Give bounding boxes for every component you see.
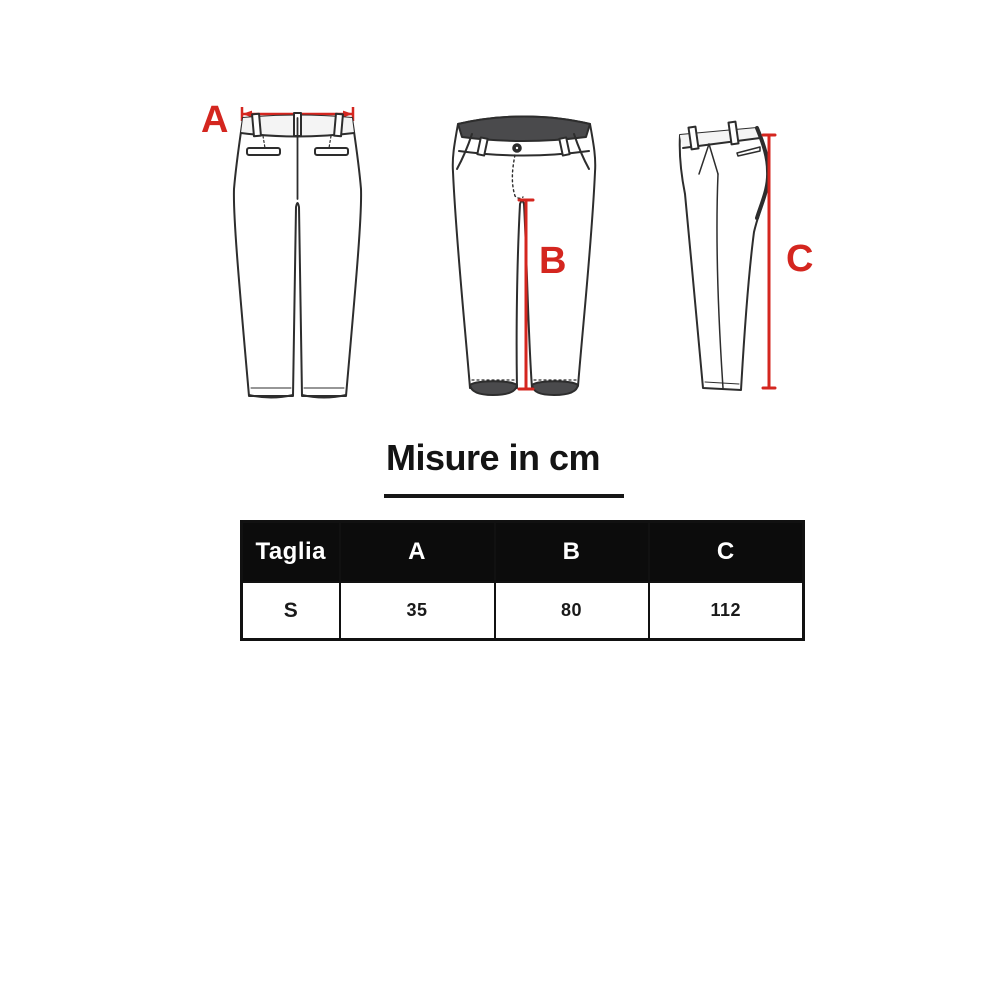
- back-pocket: [315, 148, 348, 155]
- measurement-label-c: C: [786, 238, 814, 280]
- measurement-label-a: A: [201, 99, 229, 141]
- size-chart-title: Misure in cm: [385, 437, 601, 478]
- hem-opening: [532, 381, 578, 395]
- belt-loop: [334, 114, 343, 137]
- size-table: [240, 520, 805, 641]
- hem-opening: [470, 381, 517, 395]
- measure-c-value: 112: [649, 582, 804, 640]
- waistband-inner: [458, 117, 590, 142]
- size-value: S: [242, 582, 340, 640]
- header-measure-a: A: [340, 522, 495, 583]
- header-measure-c: C: [649, 522, 804, 583]
- belt-loop: [252, 114, 261, 137]
- pants-front-view-drawing: [420, 98, 640, 418]
- size-table-row-s: [242, 582, 804, 640]
- measure-b-value: 80: [495, 582, 649, 640]
- pants-front-view-illustration: [420, 98, 640, 418]
- measurement-label-b: B: [539, 240, 567, 282]
- header-measure-b: B: [495, 522, 649, 583]
- measure-a-value: 35: [340, 582, 495, 640]
- size-table-header-row: [242, 522, 804, 583]
- pants-back-view-drawing: [190, 93, 405, 418]
- title-underline: [384, 494, 624, 498]
- header-taglia: Taglia: [242, 522, 340, 583]
- back-pocket: [247, 148, 280, 155]
- pants-back-view-illustration: [190, 93, 405, 418]
